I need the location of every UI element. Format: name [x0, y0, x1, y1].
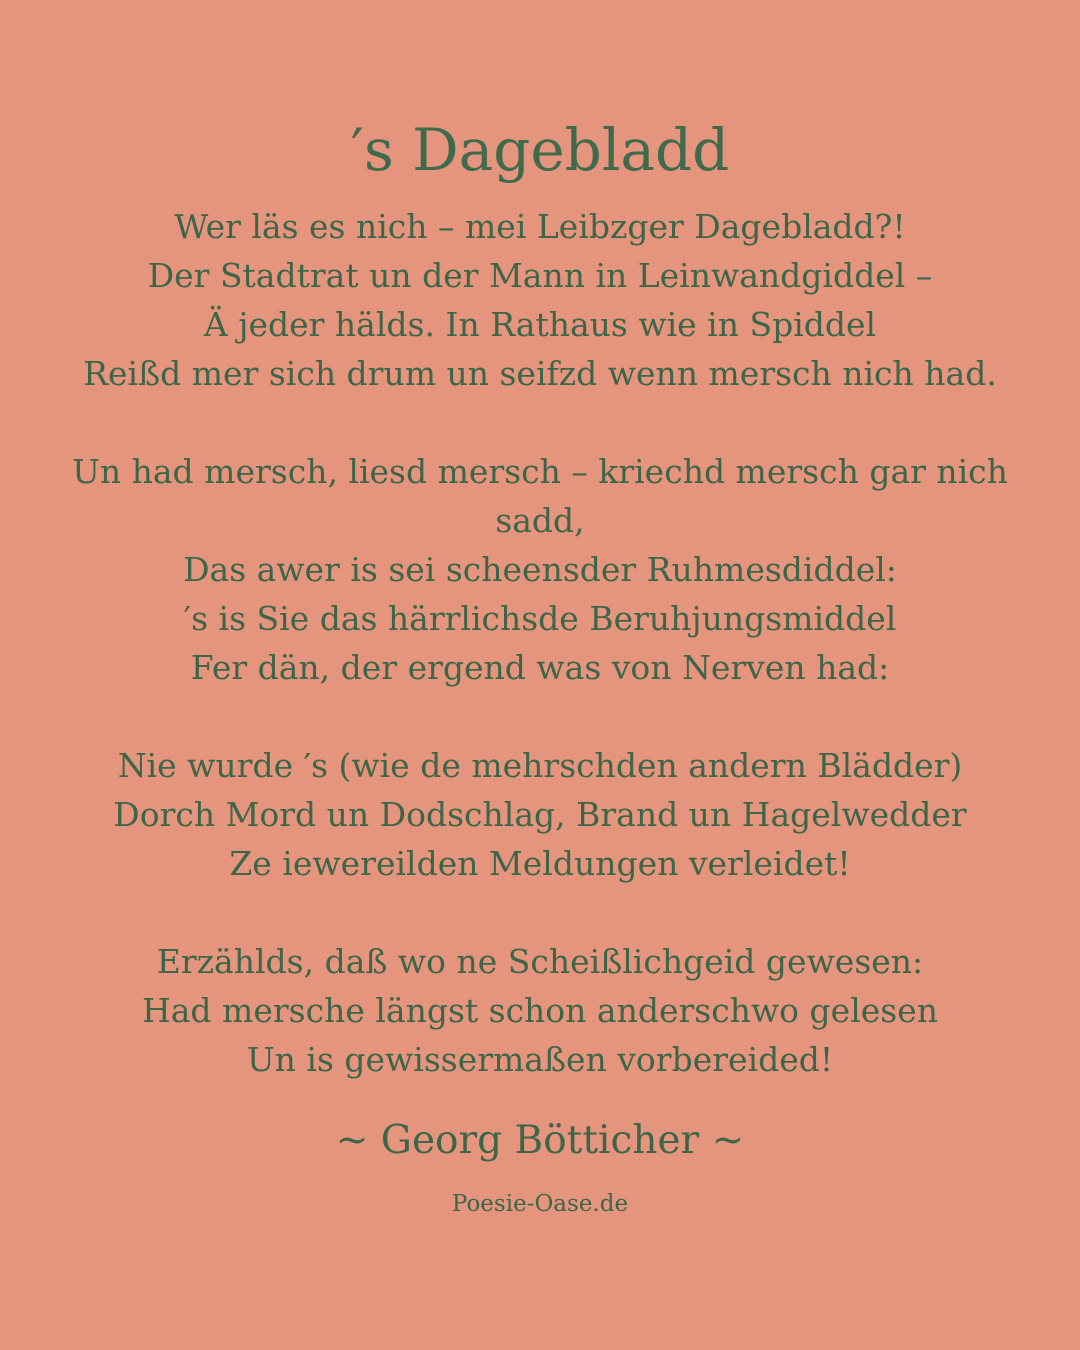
- poem-line: Had mersche längst schon anderschwo gelesen: [141, 991, 938, 1030]
- poem-line: Dorch Mord un Dodschlag, Brand un Hagelwedder: [113, 795, 967, 834]
- site-credit: Poesie-Oase.de: [451, 1191, 629, 1217]
- poem-author: ~ Georg Bötticher ~: [335, 1118, 745, 1163]
- stanza-2: [50, 447, 1030, 692]
- poem-line: Der Stadtrat un der Mann in Leinwandgiddel –: [147, 256, 933, 295]
- poem-line: Reißd mer sich drum un seifzd wenn mersch nich had.: [83, 354, 997, 393]
- poem-line: ′s is Sie das härrlichsde Beruhjungsmiddel: [183, 599, 897, 638]
- poem-body: [50, 202, 1030, 1084]
- poem-line: Ä jeder hälds. In Rathaus wie in Spiddel: [203, 305, 877, 344]
- stanza-3: [50, 741, 1030, 888]
- poem-line: Un had mersch, liesd mersch – kriechd mersch gar nich: [72, 452, 1008, 491]
- poem-line: Ze iewereilden Meldungen verleidet!: [229, 844, 851, 883]
- poem-line: Das awer is sei scheensder Ruhmesdiddel:: [183, 550, 897, 589]
- stanza-4: [50, 937, 1030, 1084]
- stanza-1: [50, 202, 1030, 398]
- poem-title: ′s Dagebladd: [350, 116, 730, 184]
- poem-line: sadd,: [495, 501, 585, 540]
- poem-line: Fer dän, der ergend was von Nerven had:: [190, 648, 890, 687]
- poem-line: Nie wurde ′s (wie de mehrschden andern Blädder): [117, 746, 963, 785]
- poem-line: Erzählds, daß wo ne Scheißlichgeid gewesen:: [156, 942, 924, 981]
- poem-line: Un is gewissermaßen vorbereided!: [246, 1040, 834, 1079]
- poem-line: Wer läs es nich – mei Leibzger Dagebladd?!: [174, 207, 906, 246]
